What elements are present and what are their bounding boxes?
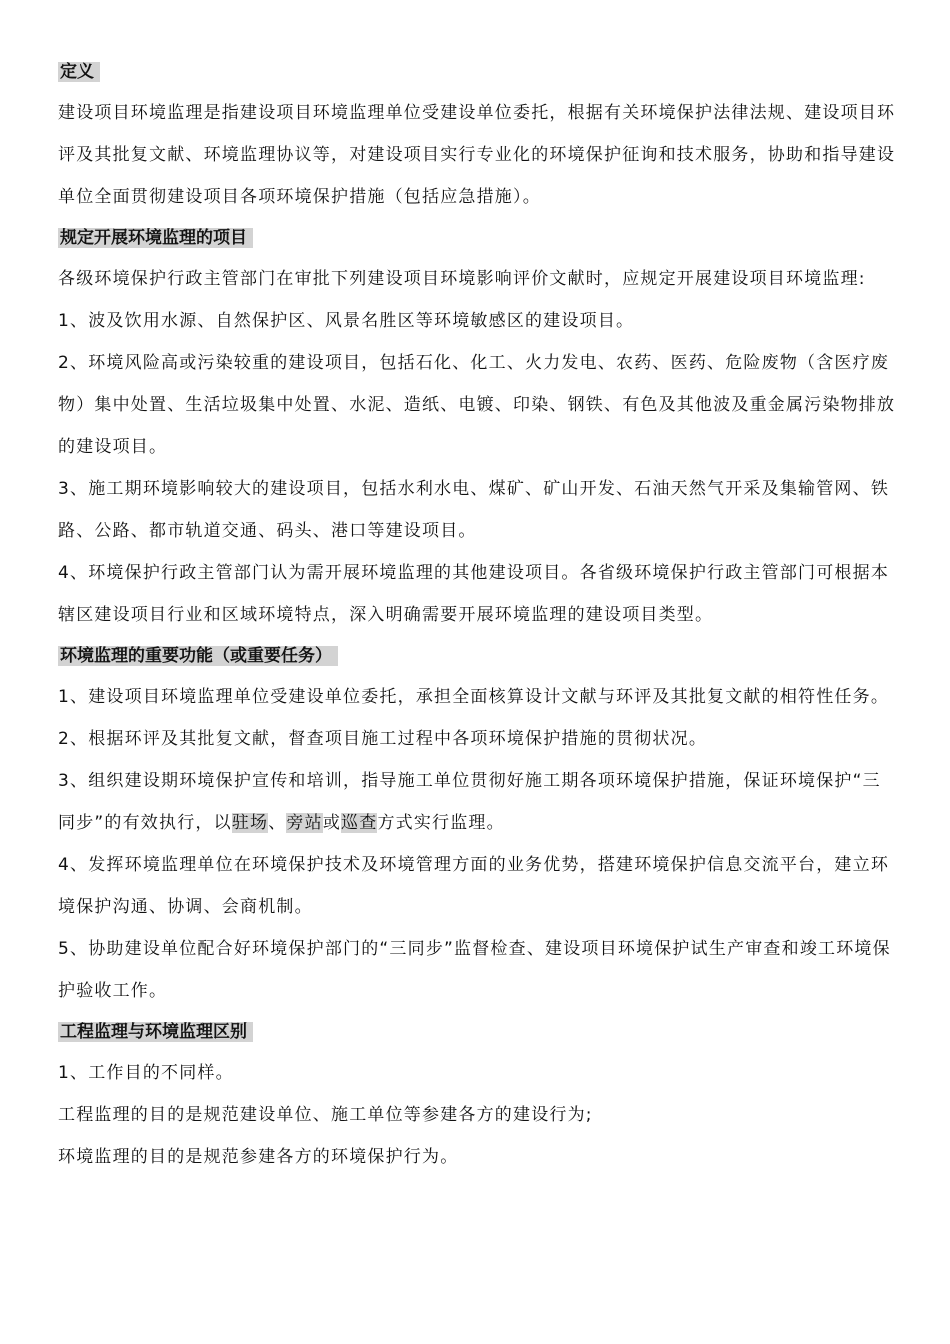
section-heading-required-projects: 规定开展环境监理的项目 (58, 218, 898, 258)
section-heading-functions: 环境监理的重要功能（或重要任务） (58, 636, 898, 676)
required-projects-item-3: 3、施工期环境影响较大的建设项目，包括水利水电、煤矿、矿山开发、石油天然气开采及集输管网、铁路、公路、都市轨道交通、码头、港口等建设项目。 (58, 479, 890, 541)
difference-environment: 环境监理的目的是规范参建各方的环境保护行为。 (58, 1147, 459, 1167)
functions-item-5: 5、协助建设单位配合好环境保护部门的“三同步”监督检查、建设项目环境保护试生产审查和竣工环境保护验收工作。 (58, 939, 891, 1001)
functions-item-2: 2、根据环评及其批复文献，督查项目施工过程中各项环境保护措施的贯彻状况。 (58, 729, 708, 749)
highlight-station: 驻场 (231, 813, 269, 833)
required-projects-item-4: 4、环境保护行政主管部门认为需开展环境监理的其他建设项目。各省级环境保护行政主管部门可根据本辖区建设项目行业和区域环境特点，深入明确需要开展环境监理的建设项目类型。 (58, 563, 890, 625)
definition-paragraph: 建设项目环境监理是指建设项目环境监理单位受建设单位委托，根据有关环境保护法律法规、建设项目环评及其批复文献、环境监理协议等，对建设项目实行专业化的环境保护征询和技术服务，协助和指导建设单位全面贯彻建设项目各项环境保护措施（包括应急措施）。 (58, 103, 896, 207)
required-projects-item-1: 1、波及饮用水源、自然保护区、风景名胜区等环境敏感区的建设项目。 (58, 311, 635, 331)
section-heading-definition: 定义 (58, 52, 898, 92)
functions-item-1: 1、建设项目环境监理单位受建设单位委托，承担全面核算设计文献与环评及其批复文献的相符性任务。 (58, 687, 890, 707)
required-projects-item-2: 2、环境风险高或污染较重的建设项目，包括石化、化工、火力发电、农药、医药、危险废物（含医疗废物）集中处置、生活垃圾集中处置、水泥、造纸、电镀、印染、钢铁、有色及其他波及重金属污染物排放的建设项目。 (58, 353, 896, 457)
difference-engineering: 工程监理的目的是规范建设单位、施工单位等参建各方的建设行为; (58, 1105, 593, 1125)
functions-item-3: 3、组织建设期环境保护宣传和培训，指导施工单位贯彻好施工期各项环境保护措施，保证环境保护“三同步”的有效执行，以驻场、旁站或巡查方式实行监理。 (58, 771, 881, 833)
section-heading-difference: 工程监理与环境监理区别 (58, 1012, 898, 1052)
required-projects-intro: 各级环境保护行政主管部门在审批下列建设项目环境影响评价文献时，应规定开展建设项目环境监理: (58, 269, 866, 289)
functions-item-4: 4、发挥环境监理单位在环境保护技术及环境管理方面的业务优势，搭建环境保护信息交流平台，建立环境保护沟通、协调、会商机制。 (58, 855, 890, 917)
document-page (58, 52, 898, 1178)
highlight-patrol: 巡查 (341, 813, 378, 833)
highlight-sideline: 旁站 (286, 813, 323, 833)
difference-item-1: 1、工作目的不同样。 (58, 1063, 234, 1083)
